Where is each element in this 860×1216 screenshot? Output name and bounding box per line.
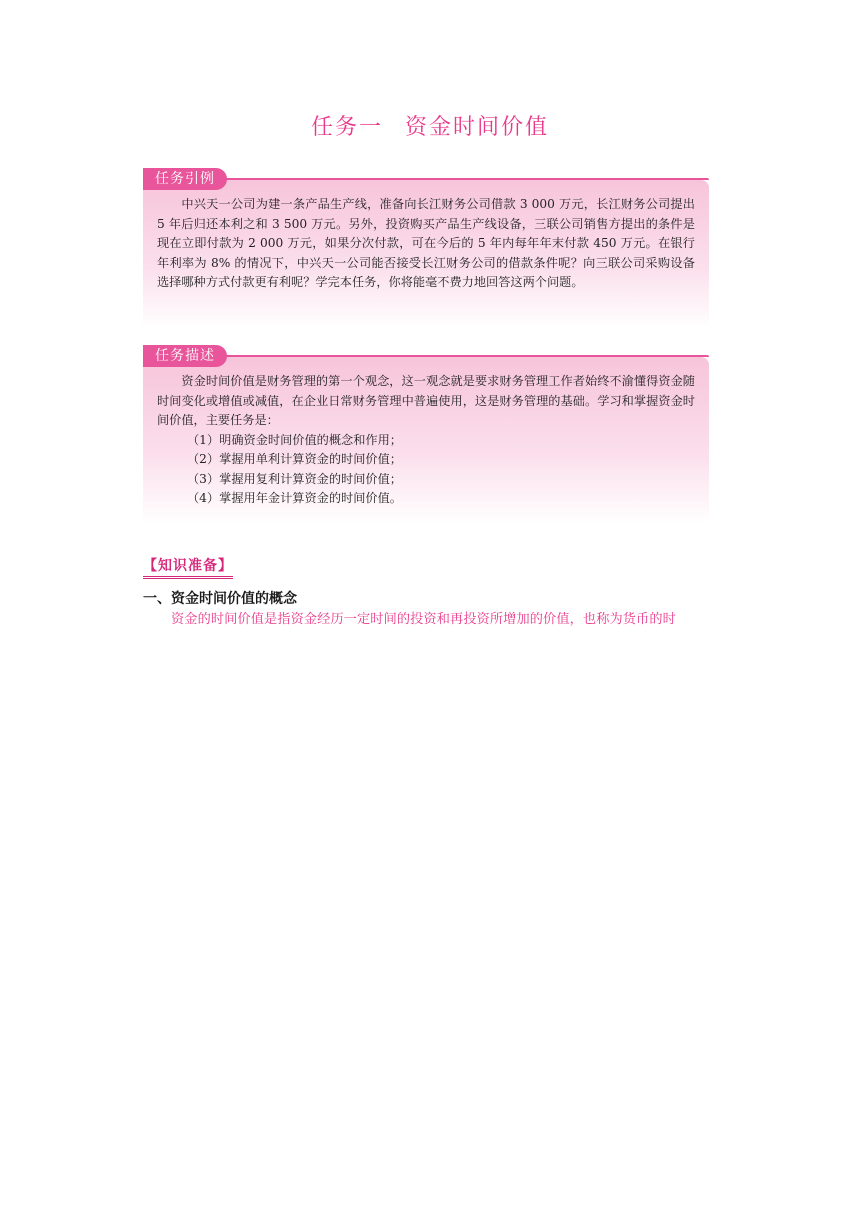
task-desc-paragraph: 资金时间价值是财务管理的第一个观念，这一观念就是要求财务管理工作者始终不渝懂得资金随时间变化或增值或减值，在企业日常财务管理中普遍使用，这是财务管理的基础。学习和掌握资金时间价值，主要任务是： xyxy=(157,374,695,427)
task-desc-item-1: （1）明确资金时间价值的概念和作用； xyxy=(187,432,402,447)
task-desc-tab: 任务描述 xyxy=(143,345,227,367)
task-intro-content xyxy=(143,195,709,293)
section-body-text: 资金的时间价值是指资金经历一定时间的投资和再投资所增加的价值，也称为货币的时 xyxy=(171,612,676,627)
task-number: 任务一 xyxy=(310,115,383,140)
task-desc-rule xyxy=(143,355,709,357)
task-desc-item-2: （2）掌握用单利计算资金的时间价值； xyxy=(187,452,402,466)
task-desc-item-4: （4）掌握用年金计算资金的时间价值。 xyxy=(187,491,402,505)
page-title xyxy=(0,110,860,141)
section-heading: 一、资金时间价值的概念 xyxy=(143,591,297,607)
task-desc-box xyxy=(143,345,709,523)
task-desc-item-3: （3）掌握用复利计算资金的时间价值； xyxy=(187,471,402,486)
task-name: 资金时间价值 xyxy=(405,115,550,140)
task-desc-content xyxy=(143,372,709,509)
task-intro-tab: 任务引例 xyxy=(143,168,227,190)
task-intro-rule xyxy=(143,178,709,180)
task-intro-paragraph: 中兴天一公司为建一条产品生产线，准备向长江财务公司借款 3 000 万元，长江财务公司提出 5 年后归还本利之和 3 500 万元。另外，投资购买产品生产线设备，三联公司销售方提出的条件是现在立即付款为 2 000 万元，如果分次付款，可在今后的 5 年内每年年末付款 450 万元。在银行年利率为 8% 的情况下，中兴天一公司能否接受长江财务公司的借款条件呢？向三联公司采购设备选择哪种方式付款更有利呢？学完本任务，你将能毫不费力地回答这两个问题。 xyxy=(157,197,695,289)
task-intro-box xyxy=(143,168,709,328)
knowledge-prep-label: 【知识准备】 xyxy=(143,555,233,579)
